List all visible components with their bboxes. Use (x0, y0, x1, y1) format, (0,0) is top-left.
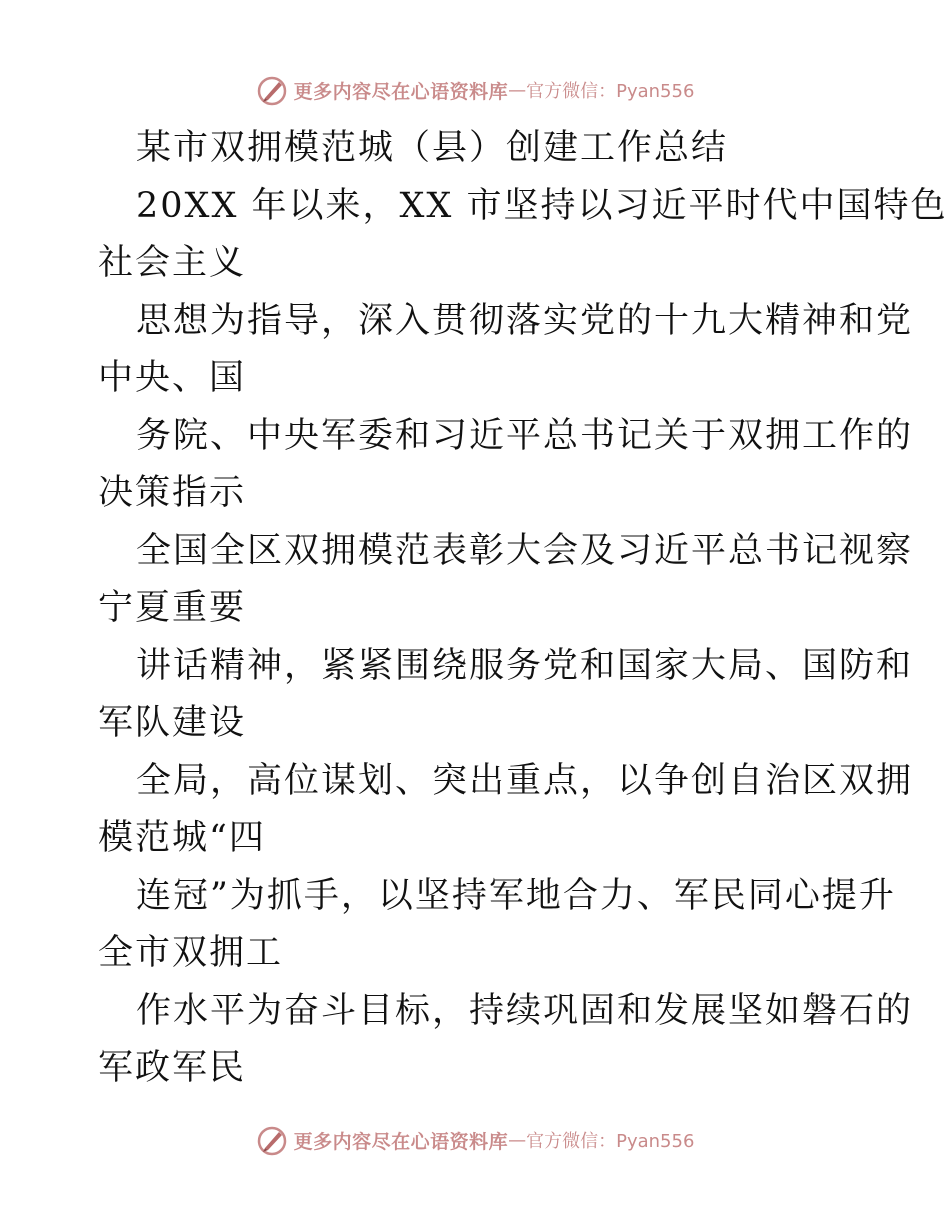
watermark-banner-bottom (0, 1122, 950, 1158)
paragraph-line: 军队建设 (98, 703, 247, 743)
watermark-text: 更多内容尽在心语资料库 (293, 80, 509, 103)
paragraph-line: 连冠”为抓手，以坚持军地合力、军民同心提升 (136, 875, 896, 916)
document-body (98, 120, 948, 1098)
paragraph-line: 全国全区双拥模范表彰大会及习近平总书记视察 (136, 530, 914, 571)
paragraph-line: 20XX 年以来，XX 市坚持以习近平时代中国特色 (136, 185, 948, 226)
paragraph-line: 作水平为奋斗目标，持续巩固和发展坚如磐石的 (136, 990, 914, 1031)
paragraph-line: 社会主义 (98, 243, 247, 283)
paragraph-line: 全市双拥工 (98, 933, 284, 973)
paragraph-line: 讲话精神，紧紧围绕服务党和国家大局、国防和 (136, 645, 914, 686)
paragraph-line: 军政军民 (98, 1048, 247, 1088)
quill-pen-logo-icon (256, 1124, 288, 1156)
paragraph-line: 全局，高位谋划、突出重点，以争创自治区双拥 (136, 760, 914, 801)
watermark-wechat: 官方微信：Pyan556 (526, 81, 695, 102)
paragraph-line: 宁夏重要 (98, 588, 247, 628)
paragraph-line: 模范城“四 (98, 818, 266, 858)
watermark-text: 更多内容尽在心语资料库 (293, 1130, 509, 1153)
paragraph-line: 中央、国 (98, 358, 247, 398)
paragraph-line: 决策指示 (98, 473, 247, 513)
watermark-wechat: 官方微信：Pyan556 (526, 1131, 695, 1152)
document-title: 某市双拥模范城（县）创建工作总结 (136, 128, 729, 168)
watermark-banner-top (0, 72, 950, 108)
watermark-dash: — (508, 1129, 527, 1151)
paragraph-line: 思想为指导，深入贯彻落实党的十九大精神和党 (136, 300, 914, 341)
paragraph-line: 务院、中央军委和习近平总书记关于双拥工作的 (136, 415, 914, 456)
watermark-dash: — (508, 79, 527, 101)
quill-pen-logo-icon (256, 74, 288, 106)
